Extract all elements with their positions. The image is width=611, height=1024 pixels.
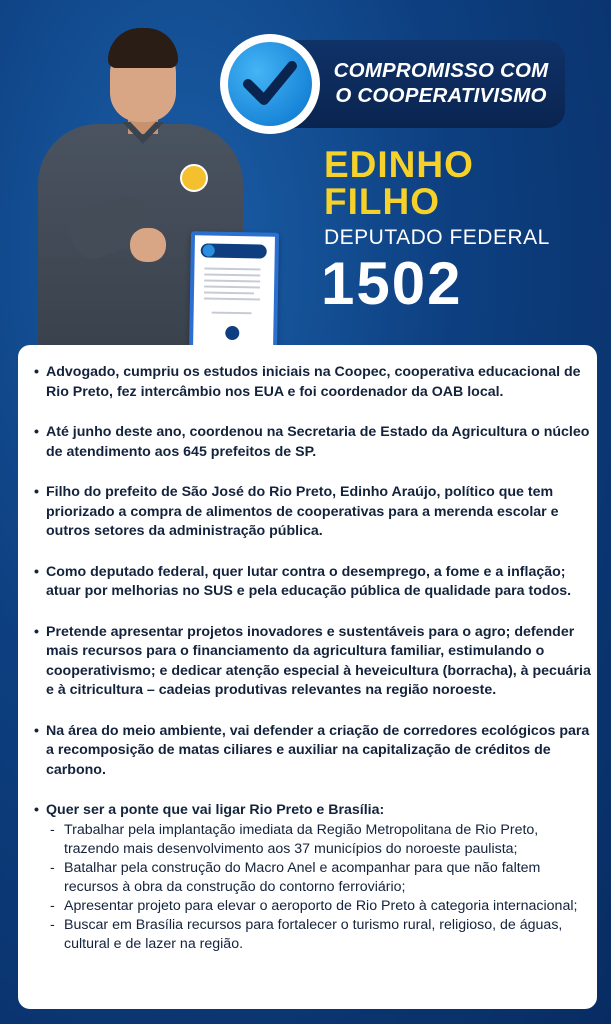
bullet-item: • Até junho deste ano, coordenou na Secretaria de Estado da Agricultura o núcleo de atendimento aos 645 prefeitos de SP. (36, 423, 591, 462)
campaign-pin-icon (180, 164, 208, 192)
bullet-item: • Na área do meio ambiente, vai defender a criação de corredores ecológicos para a recomposição de matas ciliares e auxiliar na capitalização de créditos de carbono. (36, 722, 591, 781)
candidate-name: EDINHO FILHO (324, 144, 474, 222)
ocesp-logo-icon (225, 326, 239, 340)
candidate-number: 1502 (321, 250, 463, 317)
hero-section (0, 0, 611, 345)
sub-item: - Apresentar projeto para elevar o aeroporto de Rio Preto à categoria internacional; (46, 897, 591, 916)
bridge-heading: • Quer ser a ponte que vai ligar Rio Preto e Brasília: (46, 802, 385, 818)
bullet-item: • Advogado, cumpriu os estudos iniciais na Coopec, cooperativa educacional de Rio Preto, fez intercâmbio nos EUA e foi coordenador da OAB local. (36, 363, 591, 402)
bullet-item: • Filho do prefeito de São José do Rio Preto, Edinho Araújo, político que tem priorizado a compra de alimentos de cooperativas para a merenda escolar e outros setores da administração pública. (36, 483, 591, 542)
sub-item: - Trabalhar pela implantação imediata da Região Metropolitana de Rio Preto, trazendo mais desenvolvimento aos 37 municípios do noroeste paulista; (46, 821, 591, 859)
bullet-item: • Pretende apresentar projetos inovadores e sustentáveis para o agro; defender mais recursos para o financiamento da agricultura familiar, estimulando o cooperativismo; e dedicar atenção especial à heveicultura (borracha), à pecuária e à citricultura – cadeias produtivas relevantes na região noroeste. (36, 623, 591, 701)
bullet-item: • Como deputado federal, quer lutar contra o desemprego, a fome e a inflação; atuar por melhorias no SUS e pela educação pública de qualidade para todos. (36, 563, 591, 602)
candidate-role: DEPUTADO FEDERAL (324, 226, 550, 249)
sub-item: - Buscar em Brasília recursos para fortalecer o turismo rural, religioso, de águas, cultural e de lazer na região. (46, 916, 591, 954)
bullet-list (36, 363, 591, 954)
check-icon (220, 34, 320, 134)
info-card (18, 345, 597, 1009)
sub-item: - Batalhar pela construção do Macro Anel e acompanhar para que não faltem recursos à obra da construção do contorno ferroviário; (46, 859, 591, 897)
commitment-document (189, 231, 279, 355)
badge-title: COMPROMISSO COM O COOPERATIVISMO (333, 59, 549, 107)
bullet-item-bridge (36, 801, 591, 954)
bridge-subitems (46, 821, 591, 954)
candidate-photo (30, 22, 250, 345)
